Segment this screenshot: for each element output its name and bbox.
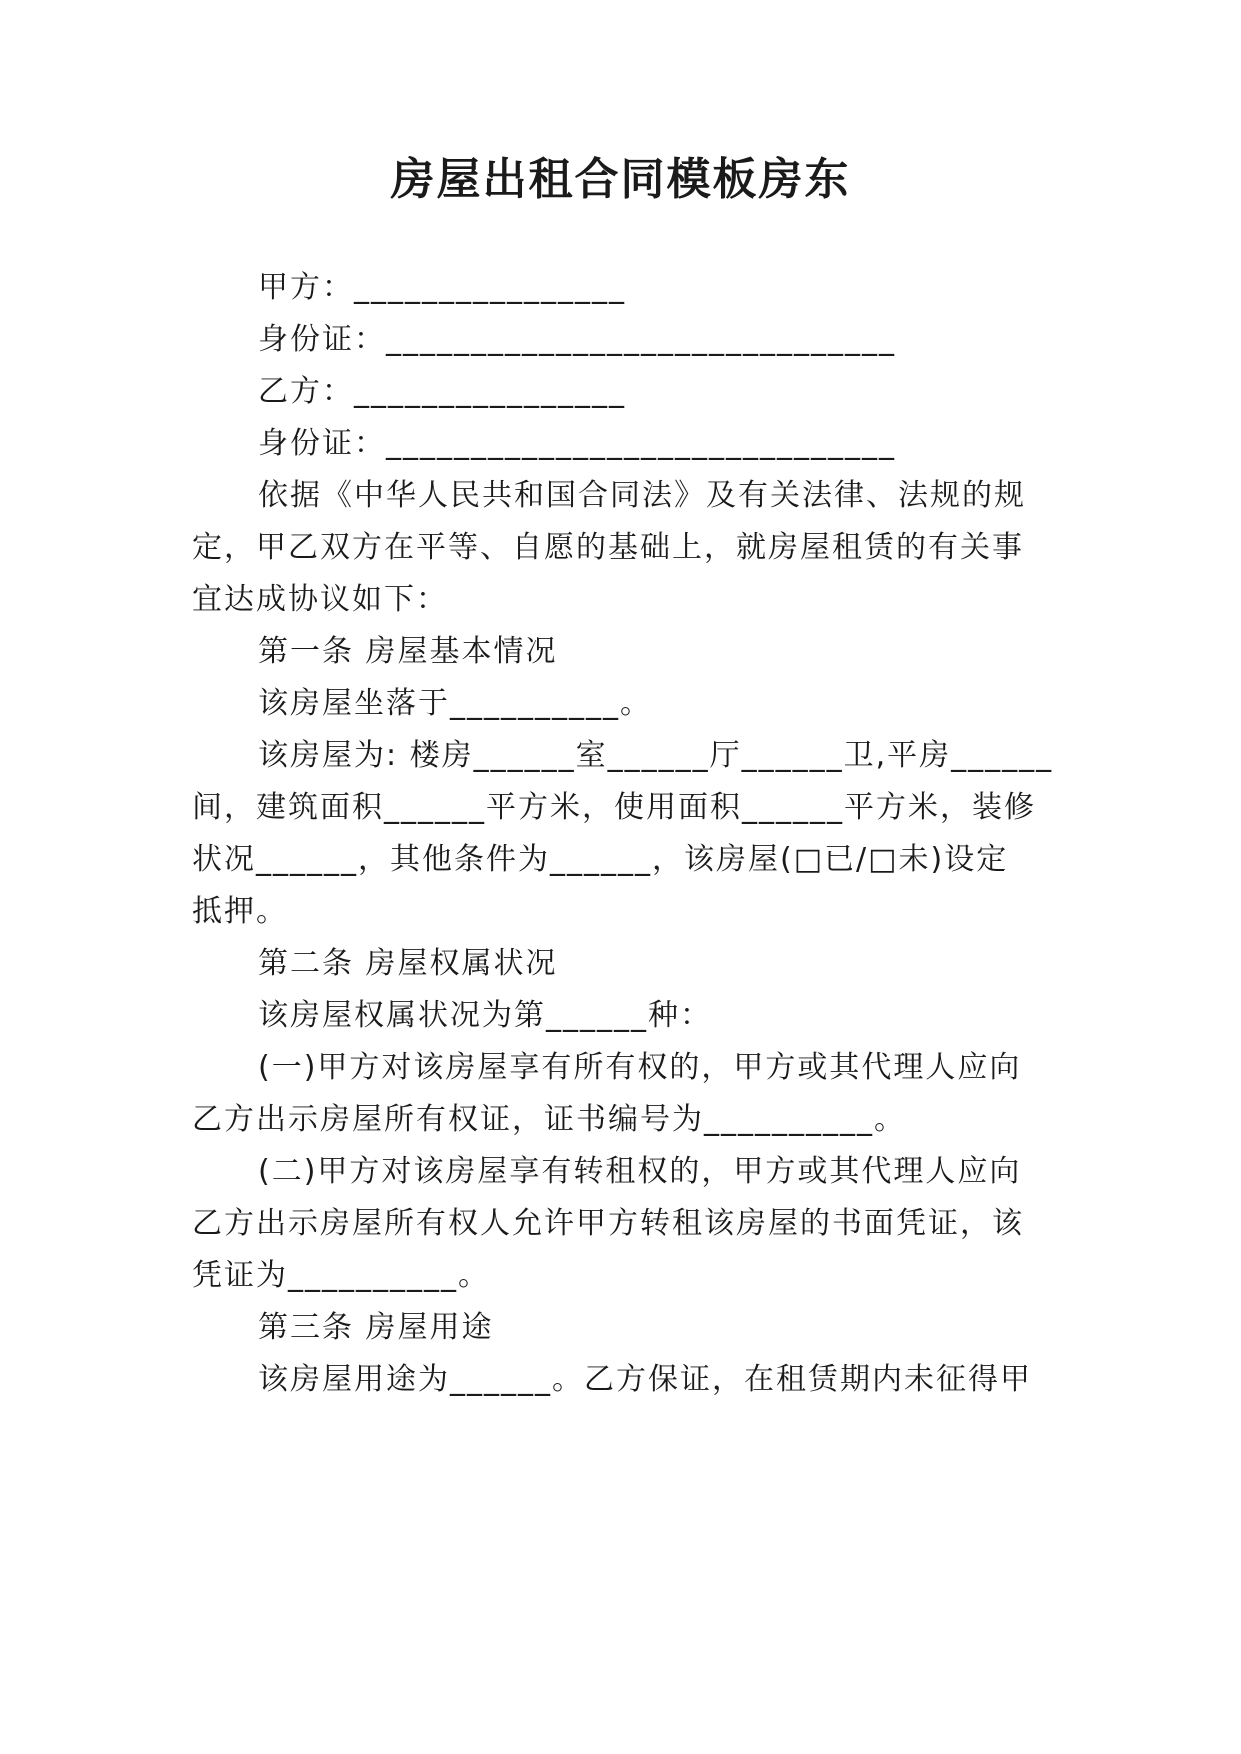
article1-layout-line-3: 状况______，其他条件为______，该房屋(□已/□未)设定 (192, 842, 1009, 877)
article2-type: 该房屋权属状况为第______种： (258, 998, 712, 1033)
party-a-id-line: 身份证：______________________________ (258, 322, 896, 357)
document-title: 房屋出租合同模板房东 (390, 154, 851, 205)
article2-heading: 第二条 房屋权属状况 (258, 946, 558, 981)
article1-layout-line-2: 间，建筑面积______平方米，使用面积______平方米，装修 (192, 790, 1036, 825)
party-b-line: 乙方：________________ (258, 374, 626, 409)
party-a-line: 甲方：________________ (258, 270, 626, 305)
article1-heading: 第一条 房屋基本情况 (258, 634, 558, 669)
article2-ownership-line-2: 乙方出示房屋所有权证，证书编号为__________。 (192, 1102, 906, 1137)
article2-sublet-line-1: (二)甲方对该房屋享有转租权的，甲方或其代理人应向 (258, 1154, 1022, 1189)
article3-usage-line-1: 该房屋用途为______。乙方保证，在租赁期内未征得甲 (258, 1362, 1032, 1397)
article1-layout-line-4: 抵押。 (192, 894, 288, 929)
intro-line-2: 定，甲乙双方在平等、自愿的基础上，就房屋租赁的有关事 (192, 530, 1024, 565)
article1-location: 该房屋坐落于__________。 (258, 686, 652, 721)
intro-line-3: 宜达成协议如下： (192, 582, 448, 617)
party-b-id-line: 身份证：______________________________ (258, 426, 896, 461)
article2-ownership-line-1: (一)甲方对该房屋享有所有权的，甲方或其代理人应向 (258, 1050, 1022, 1085)
article1-layout-line-1: 该房屋为: 楼房______室______厅______卫,平房______ (258, 738, 1054, 773)
article2-sublet-line-2: 乙方出示房屋所有权人允许甲方转租该房屋的书面凭证，该 (192, 1206, 1024, 1241)
article2-sublet-line-3: 凭证为__________。 (192, 1258, 490, 1293)
intro-line-1: 依据《中华人民共和国合同法》及有关法律、法规的规 (258, 478, 1026, 513)
article3-heading: 第三条 房屋用途 (258, 1310, 494, 1345)
